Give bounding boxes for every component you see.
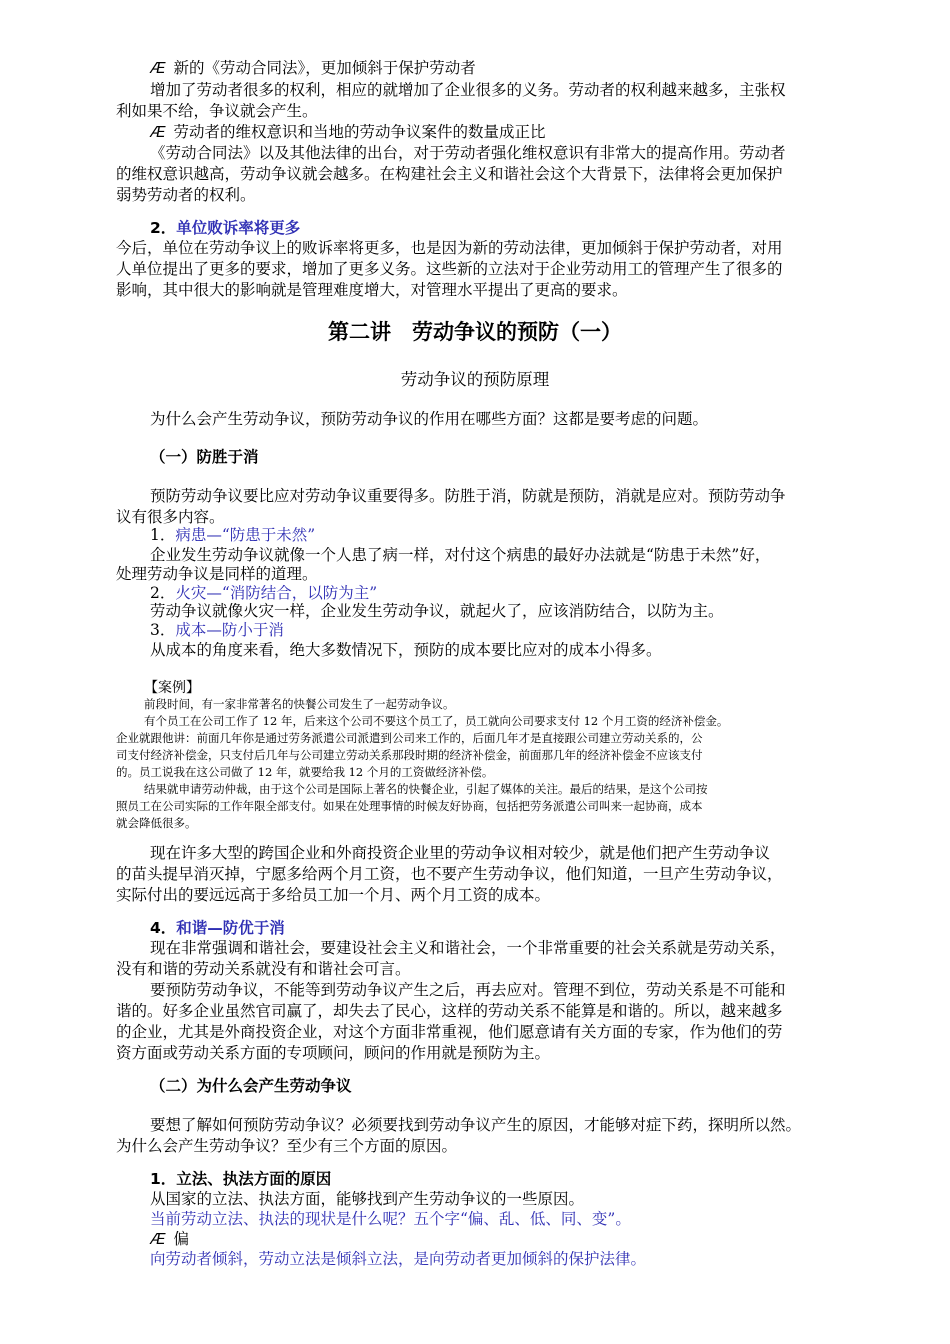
paragraph-line: 为什么会产生劳动争议？至少有三个方面的原因。: [116, 1137, 458, 1155]
item-number: 3．: [150, 621, 176, 639]
bullet-line: [150, 1229, 884, 1250]
paragraph-line: 资方面或劳动关系方面的专项顾问，顾问的作用就是预防为主。: [116, 1044, 551, 1062]
list-item-heading: [150, 525, 850, 546]
paragraph-line: 没有和谐的劳动关系就没有和谐社会可言。: [116, 960, 411, 978]
item-title: 和谐—防优于消: [176, 919, 285, 937]
case-label: 【案例】: [144, 680, 200, 696]
bullet-icon: Æ: [150, 1231, 166, 1248]
bullet-icon: Æ: [150, 124, 166, 141]
paragraph-line: 处理劳动争议是同样的道理。: [116, 565, 318, 583]
case-line: 企业就跟他讲：前面几年你是通过劳务派遣公司派遣到公司来工作的，后面几年才是直接跟公司建立劳动关系的，公: [116, 731, 703, 745]
paragraph-line: 利如果不给，争议就会产生。: [116, 102, 318, 120]
paragraph-line: 为什么会产生劳动争议，预防劳动争议的作用在哪些方面？这都是要考虑的问题。: [150, 410, 709, 428]
part-heading: （一）防胜于消: [150, 448, 259, 466]
paragraph-line: 当前劳动立法、执法的现状是什么呢？五个字“偏、乱、低、同、变”。: [150, 1210, 631, 1228]
case-line: 司支付经济补偿金，只支付后几年与公司建立劳动关系那段时期的经济补偿金，前面那几年的经济补偿金不应该支付: [116, 748, 703, 762]
bullet-text: 新的《劳动合同法》，更加倾斜于保护劳动者: [173, 59, 476, 77]
bullet-icon: Æ: [150, 60, 166, 77]
case-line: 照员工在公司实际的工作年限全部支付。如果在处理事情的时候友好协商，包括把劳务派遣公司叫来一起协商，成本: [116, 799, 703, 813]
heading-number: 2．: [150, 219, 177, 237]
paragraph-line: 今后，单位在劳动争议上的败诉率将更多，也是因为新的劳动法律，更加倾斜于保护劳动者，对用: [116, 239, 783, 257]
paragraph-line: 的苗头提早消灭掉，宁愿多给两个月工资，也不要产生劳动争议，他们知道，一旦产生劳动争议，: [116, 865, 783, 883]
section-heading: [150, 218, 850, 239]
item-title: 病患—“防患于未然”: [175, 526, 316, 544]
paragraph-line: 现在非常强调和谐社会，要建设社会主义和谐社会，一个非常重要的社会关系就是劳动关系，: [150, 939, 786, 957]
part-heading: （二）为什么会产生劳动争议: [150, 1077, 352, 1095]
subsection-heading: 1．立法、执法方面的原因: [150, 1170, 332, 1188]
item-title: 火灾—“消防结合，以防为主”: [175, 584, 378, 602]
bullet-text: 偏: [173, 1230, 190, 1248]
paragraph-line: 增加了劳动者很多的权利，相应的就增加了企业很多的义务。劳动者的权利越来越多，主张权: [150, 81, 786, 99]
item-number: 1．: [150, 526, 176, 544]
paragraph-line: 从国家的立法、执法方面，能够找到产生劳动争议的一些原因。: [150, 1190, 585, 1208]
paragraph-line: 《劳动合同法》以及其他法律的出台，对于劳动者强化维权意识有非常大的提高作用。劳动者: [150, 144, 786, 162]
paragraph-line: 人单位提出了更多的要求，增加了更多义务。这些新的立法对于企业劳动用工的管理产生了很多的: [116, 260, 783, 278]
bullet-text: 劳动者的维权意识和当地的劳动争议案件的数量成正比: [173, 123, 546, 141]
paragraph-line: 预防劳动争议要比应对劳动争议重要得多。防胜于消，防就是预防，消就是应对。预防劳动争: [150, 487, 786, 505]
bullet-line: [150, 122, 884, 143]
paragraph-line: 向劳动者倾斜，劳动立法是倾斜立法，是向劳动者更加倾斜的保护法律。: [150, 1250, 647, 1268]
item-number: 4．: [150, 919, 177, 937]
case-line: 前段时间，有一家非常著名的快餐公司发生了一起劳动争议。: [144, 697, 455, 711]
paragraph-line: 劳动争议就像火灾一样，企业发生劳动争议，就起火了，应该消防结合，以防为主。: [150, 602, 724, 620]
paragraph-line: 实际付出的要远远高于多给员工加一个月、两个月工资的成本。: [116, 886, 551, 904]
paragraph-line: 弱势劳动者的权利。: [116, 186, 256, 204]
heading-title: 单位败诉率将更多: [176, 219, 301, 237]
list-item-heading: [150, 918, 850, 939]
paragraph-line: 影响，其中很大的影响就是管理难度增大，对管理水平提出了更高的要求。: [116, 281, 628, 299]
paragraph-line: 的企业，尤其是外商投资企业，对这个方面非常重视，他们愿意请有关方面的专家，作为他们的劳: [116, 1023, 783, 1041]
item-number: 2．: [150, 584, 176, 602]
paragraph-line: 要预防劳动争议，不能等到劳动争议产生之后，再去应对。管理不到位，劳动关系是不可能和: [150, 981, 786, 999]
paragraph-line: 企业发生劳动争议就像一个人患了病一样，对付这个病患的最好办法就是“防患于未然”好，: [150, 546, 771, 564]
paragraph-line: 谐的。好多企业虽然官司赢了，却失去了民心，这样的劳动关系不能算是和谐的。所以，越来越多: [116, 1002, 783, 1020]
case-line: 就会降低很多。: [116, 816, 197, 830]
paragraph-line: 议有很多内容。: [116, 508, 225, 526]
case-line: 有个员工在公司工作了 12 年，后来这个公司不要这个员工了，员工就向公司要求支付 12 个月工资的经济补偿金。: [144, 714, 729, 728]
paragraph-line: 从成本的角度来看，绝大多数情况下，预防的成本要比应对的成本小得多。: [150, 641, 662, 659]
case-line: 结果就申请劳动仲裁，由于这个公司是国际上著名的快餐企业，引起了媒体的关注。最后的结果，是这个公司按: [144, 782, 708, 796]
paragraph-line: 的维权意识越高，劳动争议就会越多。在构建社会主义和谐社会这个大背景下，法律将会更加保护: [116, 165, 783, 183]
paragraph-line: 要想了解如何预防劳动争议？必须要找到劳动争议产生的原因，才能够对症下药，探明所以然。: [150, 1116, 802, 1134]
item-title: 成本—防小于消: [175, 621, 284, 639]
case-line: 的。员工说我在这公司做了 12 年，就要给我 12 个月的工资做经济补偿。: [116, 765, 494, 779]
list-item-heading: [150, 620, 850, 641]
paragraph-line: 现在许多大型的跨国企业和外商投资企业里的劳动争议相对较少，就是他们把产生劳动争议: [150, 844, 771, 862]
lecture-title: 第二讲 劳动争议的预防（一）: [328, 320, 622, 344]
lecture-subtitle: 劳动争议的预防原理: [400, 370, 550, 389]
bullet-line: [150, 58, 884, 79]
